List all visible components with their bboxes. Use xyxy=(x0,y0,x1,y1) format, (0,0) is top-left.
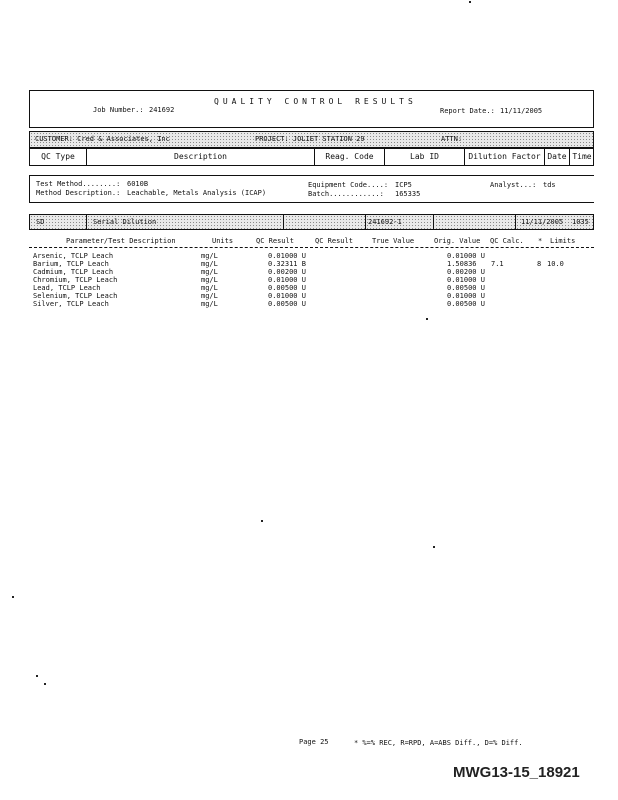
units-cell: mg/L xyxy=(201,300,218,308)
qc-time: 1035 xyxy=(572,218,589,226)
job-number: 241692 xyxy=(149,106,175,114)
method-desc-label: Method Description.: xyxy=(36,189,121,197)
analyst-label: Analyst...: xyxy=(490,181,537,189)
qc-result-cell: 0.01000 U xyxy=(268,252,306,260)
units-cell: mg/L xyxy=(201,252,218,260)
results-divider xyxy=(29,247,594,248)
orig-value-cell: 0.00200 U xyxy=(447,268,485,276)
rh-orig-value: Orig. Value xyxy=(434,237,481,245)
attn: ATTN: xyxy=(441,135,463,143)
orig-value-cell: 0.01000 U xyxy=(447,292,485,300)
method-desc: Leachable, Metals Analysis (ICAP) xyxy=(127,189,267,197)
orig-value-cell: 0.01000 U xyxy=(447,252,485,260)
units-cell: mg/L xyxy=(201,268,218,276)
rh-limits: Limits xyxy=(550,237,576,245)
orig-value-cell: 0.00500 U xyxy=(447,300,485,308)
qc-calc-cell: 7.1 xyxy=(491,260,504,268)
batch-label: Batch............: xyxy=(308,190,384,198)
scan-speck xyxy=(261,520,263,522)
scan-speck xyxy=(469,1,471,3)
test-method-label: Test Method........: xyxy=(36,180,121,188)
scan-speck xyxy=(433,546,435,548)
qc-result-cell: 0.00500 U xyxy=(268,300,306,308)
rh-star: * xyxy=(538,237,543,245)
document-id: MWG13-15_18921 xyxy=(453,764,580,781)
qc-result-cell: 0.01000 U xyxy=(268,292,306,300)
rh-qc-result-2: QC Result xyxy=(315,237,353,245)
param-cell: Silver, TCLP Leach xyxy=(33,300,109,308)
scan-speck xyxy=(44,683,46,685)
qc-date: 11/11/2005 xyxy=(521,218,564,226)
rh-qc-calc: QC Calc. xyxy=(490,237,524,245)
footer-legend: * %=% REC, R=RPD, A=ABS Diff., D=% Diff. xyxy=(354,739,523,747)
batch: 165335 xyxy=(395,190,421,198)
rh-parameter: Parameter/Test Description xyxy=(66,237,176,245)
equipment-label: Equipment Code....: xyxy=(308,181,389,189)
qc-result-cell: 0.00500 U xyxy=(268,284,306,292)
param-cell: Selenium, TCLP Leach xyxy=(33,292,118,300)
column-header-row xyxy=(29,148,594,166)
qc-result-cell: 0.01000 U xyxy=(268,276,306,284)
test-method: 6010B xyxy=(127,180,149,188)
col-reag-code: Reag. Code xyxy=(315,149,385,165)
equipment: ICP5 xyxy=(395,181,412,189)
units-cell: mg/L xyxy=(201,284,218,292)
orig-value-cell: 1.50836 xyxy=(447,260,477,268)
col-description: Description xyxy=(87,149,315,165)
units-cell: mg/L xyxy=(201,292,218,300)
param-cell: Lead, TCLP Leach xyxy=(33,284,101,292)
rh-true-value: True Value xyxy=(372,237,415,245)
orig-value-cell: 0.00500 U xyxy=(447,284,485,292)
scan-speck xyxy=(426,318,428,320)
col-time: Time xyxy=(572,152,592,161)
job-number-label: Job Number.: xyxy=(93,106,144,114)
scan-speck xyxy=(12,596,14,598)
param-cell: Chromium, TCLP Leach xyxy=(33,276,118,284)
qc-result-cell: 0.32311 B xyxy=(268,260,306,268)
qc-type: SD xyxy=(36,218,45,226)
col-lab-id: Lab ID xyxy=(385,149,465,165)
param-cell: Cadmium, TCLP Leach xyxy=(33,268,114,276)
star-cell: 8 xyxy=(537,260,542,268)
param-cell: Barium, TCLP Leach xyxy=(33,260,109,268)
report-title: QUALITY CONTROL RESULTS xyxy=(214,97,417,106)
report-date: 11/11/2005 xyxy=(500,107,543,115)
param-cell: Arsenic, TCLP Leach xyxy=(33,252,114,260)
customer: CUSTOMER: Cred & Associates, Inc xyxy=(35,135,170,143)
rh-units: Units xyxy=(212,237,234,245)
qc-description: Serial Dilution xyxy=(93,218,157,226)
project: PROJECT: JOLIET STATION 29 xyxy=(255,135,365,143)
analyst: tds xyxy=(543,181,556,189)
scan-speck xyxy=(36,675,38,677)
limits-cell: 10.0 xyxy=(547,260,564,268)
orig-value-cell: 0.01000 U xyxy=(447,276,485,284)
qc-result-cell: 0.00200 U xyxy=(268,268,306,276)
rh-qc-result: QC Result xyxy=(256,237,294,245)
page-number: Page 25 xyxy=(299,738,329,746)
col-date: Date xyxy=(545,149,570,165)
report-date-label: Report Date.: xyxy=(440,107,495,115)
qc-lab-id: 241692-1 xyxy=(368,218,402,226)
col-qc-type: QC Type xyxy=(30,149,87,165)
units-cell: mg/L xyxy=(201,276,218,284)
units-cell: mg/L xyxy=(201,260,218,268)
col-dilution-factor: Dilution Factor xyxy=(465,149,545,165)
